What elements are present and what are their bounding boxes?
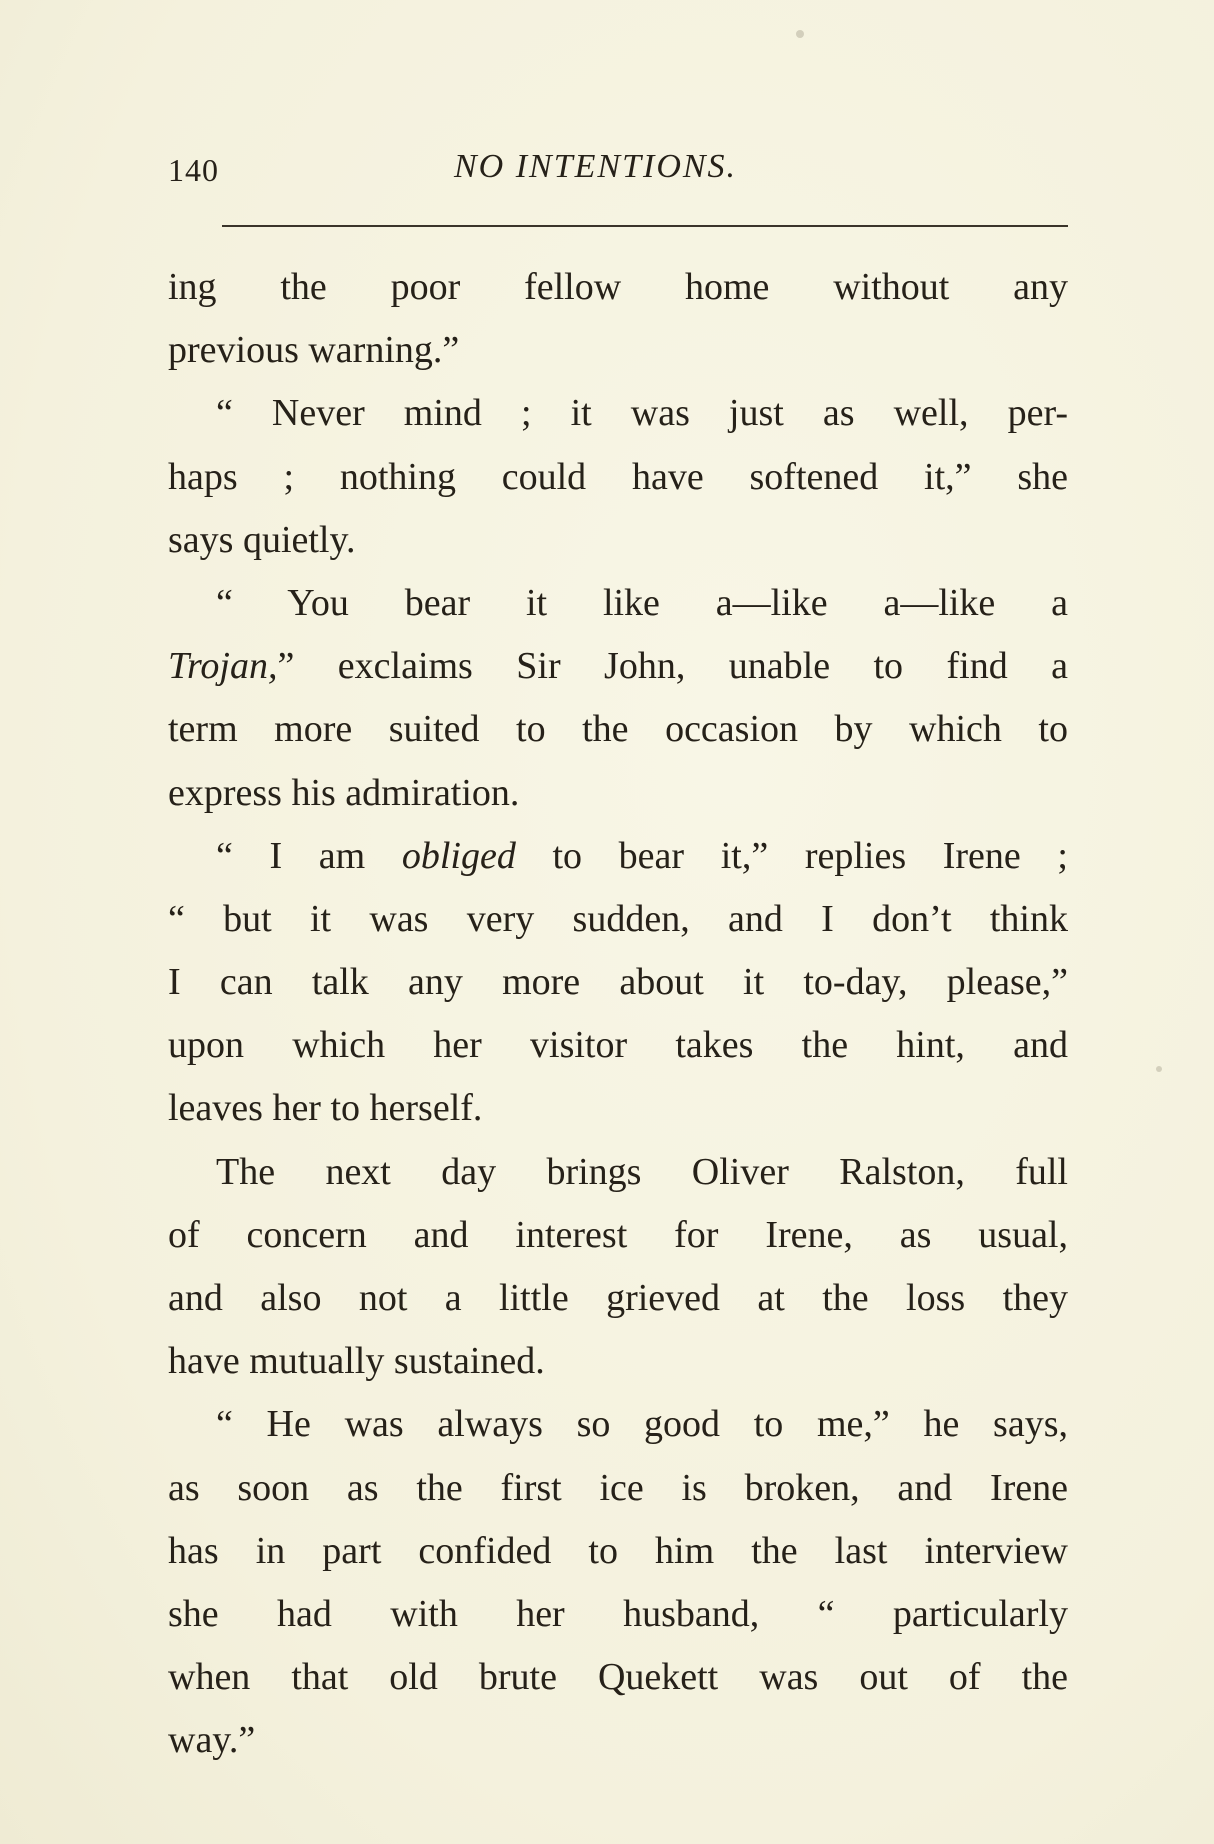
text-segment: says quietly. <box>168 518 356 561</box>
text-line <box>168 382 1068 445</box>
text-line <box>168 1077 1068 1140</box>
text-segment: ing the poor fellow home without any <box>168 266 1068 308</box>
text-segment: she had with her husband, “ particularly <box>168 1592 1068 1635</box>
italic-text: Trojan, <box>168 645 278 688</box>
text-line <box>168 1583 1068 1646</box>
paper-speck <box>796 30 804 38</box>
text-segment: “ I am <box>216 834 402 877</box>
text-line <box>168 1267 1068 1330</box>
text-segment: haps ; nothing could have softened it,” she <box>168 455 1068 498</box>
text-segment: upon which her visitor takes the hint, and <box>168 1024 1068 1067</box>
text-segment: “ Never mind ; it was just as well, per- <box>216 392 1068 435</box>
text-segment: The next day brings Oliver Ralston, full <box>216 1150 1068 1193</box>
text-line <box>168 1646 1068 1709</box>
header-rule <box>222 225 1068 227</box>
text-line <box>168 256 1068 319</box>
text-line <box>168 825 1068 888</box>
text-segment: as soon as the first ice is broken, and Irene <box>168 1466 1068 1509</box>
paper-speck <box>1156 1066 1162 1072</box>
text-segment: leaves her to herself. <box>168 1087 483 1130</box>
text-segment: I can talk any more about it to-day, please,” <box>168 961 1068 1004</box>
text-line <box>168 951 1068 1014</box>
text-segment: to bear it,” replies Irene ; <box>515 834 1068 877</box>
page-header <box>168 148 1068 198</box>
text-line <box>168 762 1068 825</box>
text-segment: “ but it was very sudden, and I don’t think <box>168 897 1068 940</box>
text-segment: has in part confided to him the last interview <box>168 1529 1068 1572</box>
text-segment: previous warning.” <box>168 329 460 372</box>
text-line <box>168 1014 1068 1077</box>
text-segment: of concern and interest for Irene, as usual, <box>168 1213 1068 1256</box>
text-line <box>168 1709 1068 1772</box>
text-line <box>168 1204 1068 1267</box>
text-segment: express his admiration. <box>168 771 520 814</box>
text-line <box>168 888 1068 951</box>
text-segment: and also not a little grieved at the loss they <box>168 1277 1068 1319</box>
text-line <box>168 1330 1068 1393</box>
text-segment: term more suited to the occasion by which to <box>168 708 1068 751</box>
text-segment: when that old brute Quekett was out of the <box>168 1656 1068 1699</box>
text-line <box>168 446 1068 509</box>
running-title: NO INTENTIONS. <box>454 148 738 185</box>
text-line <box>168 1393 1068 1456</box>
text-segment: ” exclaims Sir John, unable to find a <box>277 645 1068 688</box>
text-segment: “ He was always so good to me,” he says, <box>216 1403 1068 1446</box>
page-number: 140 <box>168 152 219 188</box>
text-line <box>168 319 1068 382</box>
text-line <box>168 509 1068 572</box>
body-text <box>168 256 1068 1773</box>
text-line <box>168 635 1068 698</box>
text-line <box>168 1141 1068 1204</box>
text-segment: have mutually sustained. <box>168 1340 545 1383</box>
text-line <box>168 1457 1068 1520</box>
text-segment: “ You bear it like a—like a—like a <box>216 581 1068 624</box>
text-line <box>168 1520 1068 1583</box>
text-segment: way.” <box>168 1719 256 1762</box>
text-line <box>168 698 1068 761</box>
italic-text: obliged <box>401 834 516 877</box>
text-line <box>168 572 1068 635</box>
